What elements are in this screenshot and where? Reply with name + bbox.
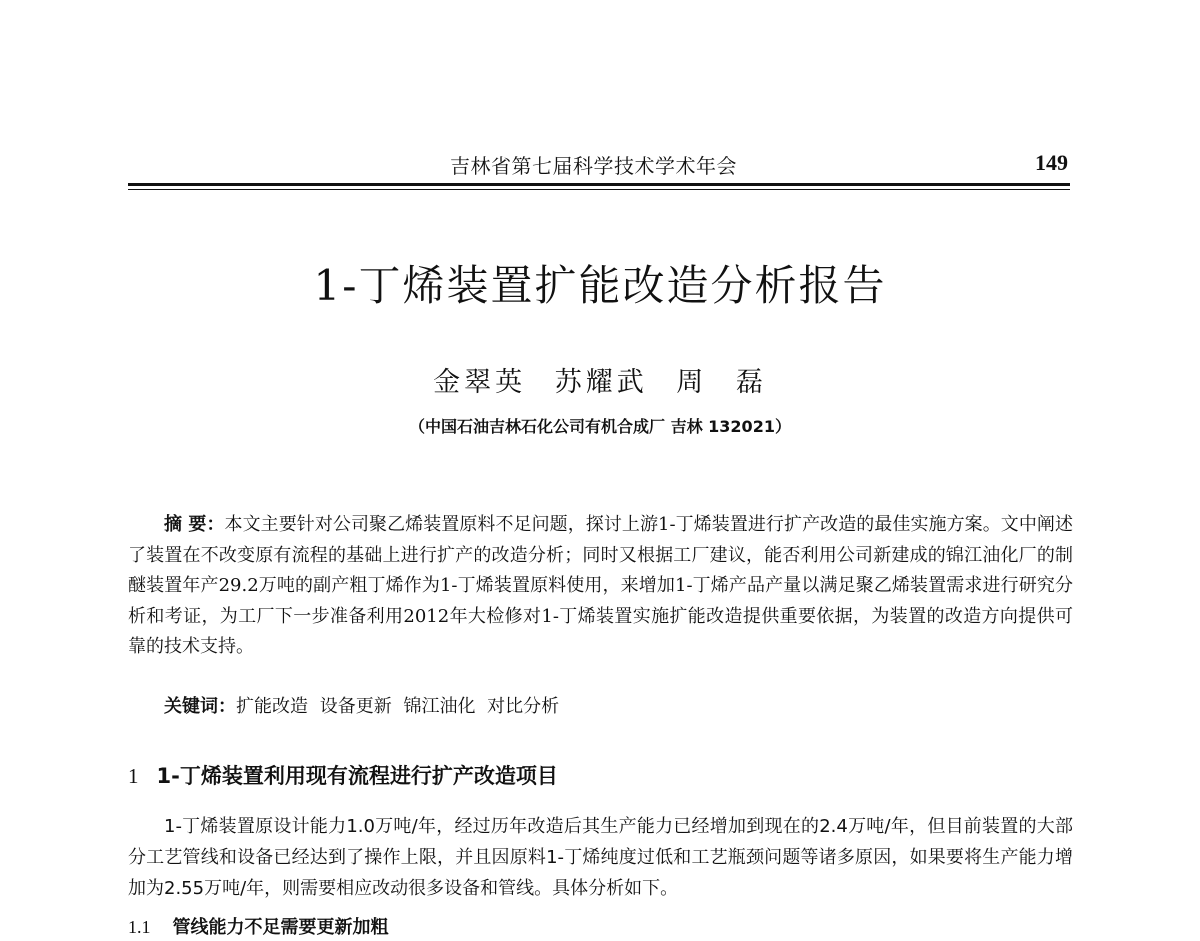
keywords-text: 扩能改造 设备更新 锦江油化 对比分析	[236, 696, 560, 717]
keywords-label: 关键词：	[164, 696, 236, 717]
section-1-1-number: 1.1	[128, 917, 151, 937]
section-1-heading	[128, 760, 558, 790]
abstract-label: 摘 要：	[164, 514, 225, 535]
section-1-title: 1-丁烯装置利用现有流程进行扩产改造项目	[156, 764, 558, 788]
section-1-number: 1	[128, 764, 139, 788]
journal-header: 吉林省第七届科学技术学术年会	[450, 154, 737, 178]
abstract	[128, 510, 1073, 663]
header-rule-thin	[128, 189, 1070, 190]
page-number: 149	[1035, 150, 1068, 175]
paper-affiliation: （中国石油吉林石化公司有机合成厂 吉林 132021）	[409, 417, 791, 436]
paper-title: 1-丁烯装置扩能改造分析报告	[313, 261, 887, 310]
section-1-1-title: 管线能力不足需要更新加粗	[172, 917, 389, 938]
paper-authors: 金翠英 苏耀武 周 磊	[433, 367, 767, 398]
abstract-text: 本文主要针对公司聚乙烯装置原料不足问题，探讨上游1-丁烯装置进行扩产改造的最佳实施方案。文中阐述了装置在不改变原有流程的基础上进行扩产的改造分析；同时又根据工厂建议，能否利用公司新建成的锦江油化厂的制醚装置年产29.2万吨的副产粗丁烯作为1-丁烯装置原料使用，来增加1-丁烯产品产量以满足聚乙烯装置需求进行研究分析和考证，为工厂下一步准备利用2012年大检修对1-丁烯装置实施扩能改造提供重要依据，为装置的改造方向提供可靠的技术支持。	[128, 514, 1073, 657]
section-1-paragraph: 1-丁烯装置原设计能力1.0万吨/年，经过历年改造后其生产能力已经增加到现在的2.4万吨/年，但目前装置的大部分工艺管线和设备已经达到了操作上限，并且因原料1-丁烯纯度过低和工艺瓶颈问题等诸多原因，如果要将生产能力增加为2.55万吨/年，则需要相应改动很多设备和管线。具体分析如下。	[128, 816, 1073, 899]
header-rule-thick	[128, 183, 1070, 186]
section-1-1-heading	[128, 913, 389, 939]
keywords	[164, 692, 559, 718]
